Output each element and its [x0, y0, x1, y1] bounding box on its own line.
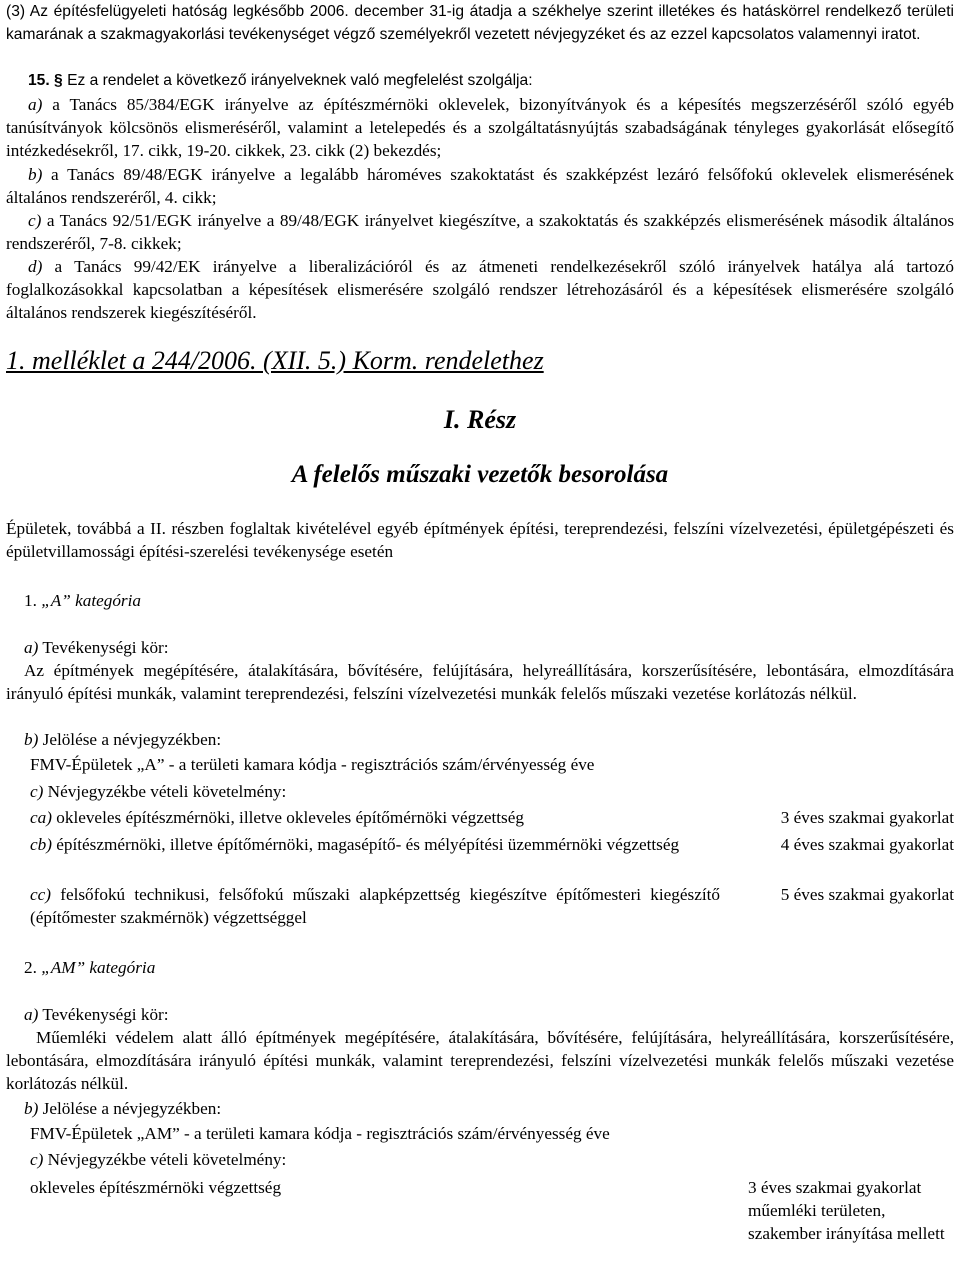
item-label-d: d) — [28, 257, 43, 276]
cat2-req-text: okleveles építészmérnöki végzettség — [30, 1178, 282, 1197]
section-number: 15. — [28, 72, 50, 89]
cat1-registry-heading — [24, 728, 924, 751]
directive-b-text: a Tanács 89/48/EGK irányelve a legalább hároméves szakoktatást és szakképzést lezáró felsőfokú oklevelek elismerésének általános rendszeréről, 4. cikk; — [6, 165, 955, 207]
cat2-requirement-label: Névjegyzékbe vételi követelmény: — [47, 1150, 287, 1169]
cat2-activity-body: Műemléki védelem alatt álló építmények megépítésére, átalakítására, bővítésére, felújítására, helyreállítására, korszerűsítésére, lebontására, elmozdítására irányuló építési munkák, valamint tereprendezési, felszíni vízelvezetési munkák felelős műszaki vezetése korlátozás nélkül. — [6, 1028, 954, 1093]
cat2-registry-code: FMV-Épületek „AM” - a területi kamara kódja - regisztrációs szám/érvényesség éve — [30, 1124, 610, 1143]
annex-intro: Épületek, továbbá a II. részben foglaltak kivételével egyéb építmények építési, tereprendezési, felszíni vízelvezetési, épületgépészeti és épületvillamossági építési-szerelési tevékenysége esetén — [6, 519, 954, 561]
cat2-activity-text — [6, 1026, 954, 1095]
cat2-registry-heading — [24, 1097, 924, 1120]
item-label-a: a) — [28, 95, 43, 114]
cat2-requirement-heading — [30, 1148, 930, 1171]
category-2-title: „AM” kategória — [41, 958, 156, 977]
cat1-activity-text — [6, 659, 954, 705]
cat1-req-cc-years: 5 éves szakmai gyakorlat — [780, 885, 954, 904]
directive-a-text: a Tanács 85/384/EGK irányelve az építészmérnöki oklevelek, bizonyítványok és a képesítés megszerzéséről szóló egyéb tanúsítványok kölcsönös elismeréséről, valamint a letelepedés és a szolgáltatásnyújtás szabadságának tényleges gyakorlását elősegítő intézkedésekről, 17. cikk, 19-20. cikkek, 23. cikk (2) bekezdés; — [6, 95, 954, 160]
directive-c — [6, 209, 954, 255]
cat2-activity-label: Tevékenységi kör: — [42, 1005, 169, 1024]
req-text-cb: építészmérnöki, illetve építőmérnöki, magasépítő- és mélyépítési üzemmérnöki végzettség — [56, 835, 680, 854]
directive-d — [6, 255, 954, 324]
cat2-label-c: c) — [30, 1150, 44, 1169]
cat1-req-ca-years: 3 éves szakmai gyakorlat — [780, 808, 954, 827]
cat1-activity-heading — [24, 636, 924, 659]
req-text-ca: okleveles építészmérnöki, illetve okleveles építőmérnöki végzettség — [56, 808, 524, 827]
category-2-heading — [24, 956, 924, 979]
category-2-number: 2. — [24, 958, 37, 977]
paragraph-sign: § — [54, 72, 63, 89]
paragraph-3: (3) Az építésfelügyeleti hatóság legkésőbb 2006. december 31-ig átadja a székhelye szerint illetékes és hatáskörrel rendelkező területi kamarának a szakmagyakorlási tevékenységet végző személyekről vezetett névjegyzéket és az ezzel kapcsolatos valamennyi iratot. — [6, 3, 954, 43]
category-1-title: „A” kategória — [41, 591, 141, 610]
item-label-b: b) — [28, 165, 43, 184]
annex-title: 1. melléklet a 244/2006. (XII. 5.) Korm. rendelethez — [6, 346, 544, 375]
cat2-label-a: a) — [24, 1005, 39, 1024]
cat2-activity-heading — [24, 1003, 924, 1026]
cat2-req-years: 3 éves szakmai gyakorlat műemléki területen, szakember irányítása mellett — [748, 1178, 945, 1243]
cat1-req-cb-years: 4 éves szakmai gyakorlat — [780, 835, 954, 854]
section-lead: Ez a rendelet a következő irányelveknek való megfelelést szolgálja: — [67, 72, 533, 89]
req-label-cb: cb) — [30, 835, 52, 854]
cat1-label-a: a) — [24, 638, 39, 657]
cat1-req-cc — [30, 883, 720, 929]
req-text-cc: felsőfokú technikusi, felsőfokú műszaki alapképzettség kiegészítve építőmesteri kiegészítő (építőmester szakmérnök) végzettséggel — [30, 885, 720, 927]
cat1-label-c: c) — [30, 782, 44, 801]
cat2-label-b: b) — [24, 1099, 39, 1118]
cat1-req-cb — [30, 833, 720, 856]
cat1-registry-code: FMV-Épületek „A” - a területi kamara kódja - regisztrációs szám/érvényesség éve — [30, 755, 595, 774]
item-label-c: c) — [28, 211, 42, 230]
section-15 — [6, 69, 954, 92]
cat1-req-ca — [30, 806, 720, 829]
category-1-number: 1. — [24, 591, 37, 610]
cat1-activity-label: Tevékenységi kör: — [42, 638, 169, 657]
directive-d-text: a Tanács 99/42/EK irányelve a liberalizációról és az átmeneti rendelkezésekről szóló irányelvek hatálya alá tartozó foglalkozásokkal kapcsolatban a képesítések elismerésére szolgáló rendszer létrehozásáról és a képesítések elismerésére szolgáló általános rendszerek kiegészítéséről. — [6, 257, 954, 322]
directive-a — [6, 93, 954, 162]
cat1-label-b: b) — [24, 730, 39, 749]
req-label-cc: cc) — [30, 885, 51, 904]
directive-c-text: a Tanács 92/51/EGK irányelve a 89/48/EGK irányelvet kiegészítve, a szakoktatás és szakképzés elismerésének második általános rendszeréről, 7-8. cikkek; — [6, 211, 955, 253]
cat1-registry-label: Jelölése a névjegyzékben: — [42, 730, 222, 749]
part-subtitle: A felelős műszaki vezetők besorolása — [291, 461, 669, 488]
req-label-ca: ca) — [30, 808, 52, 827]
cat2-registry-label: Jelölése a névjegyzékben: — [42, 1099, 222, 1118]
cat1-activity-body: Az építmények megépítésére, átalakítására, bővítésére, felújítására, helyreállítására, korszerűsítésére, lebontására, elmozdítására irányuló építési munkák, valamint tereprendezési, felszíni vízelvezetési munkák felelős műszaki vezetése korlátozás nélkül. — [6, 661, 954, 703]
directive-b — [6, 163, 954, 209]
part-title: I. Rész — [443, 405, 517, 434]
category-1-heading — [24, 589, 924, 612]
cat1-requirement-heading — [30, 780, 930, 803]
cat1-requirement-label: Névjegyzékbe vételi követelmény: — [47, 782, 287, 801]
